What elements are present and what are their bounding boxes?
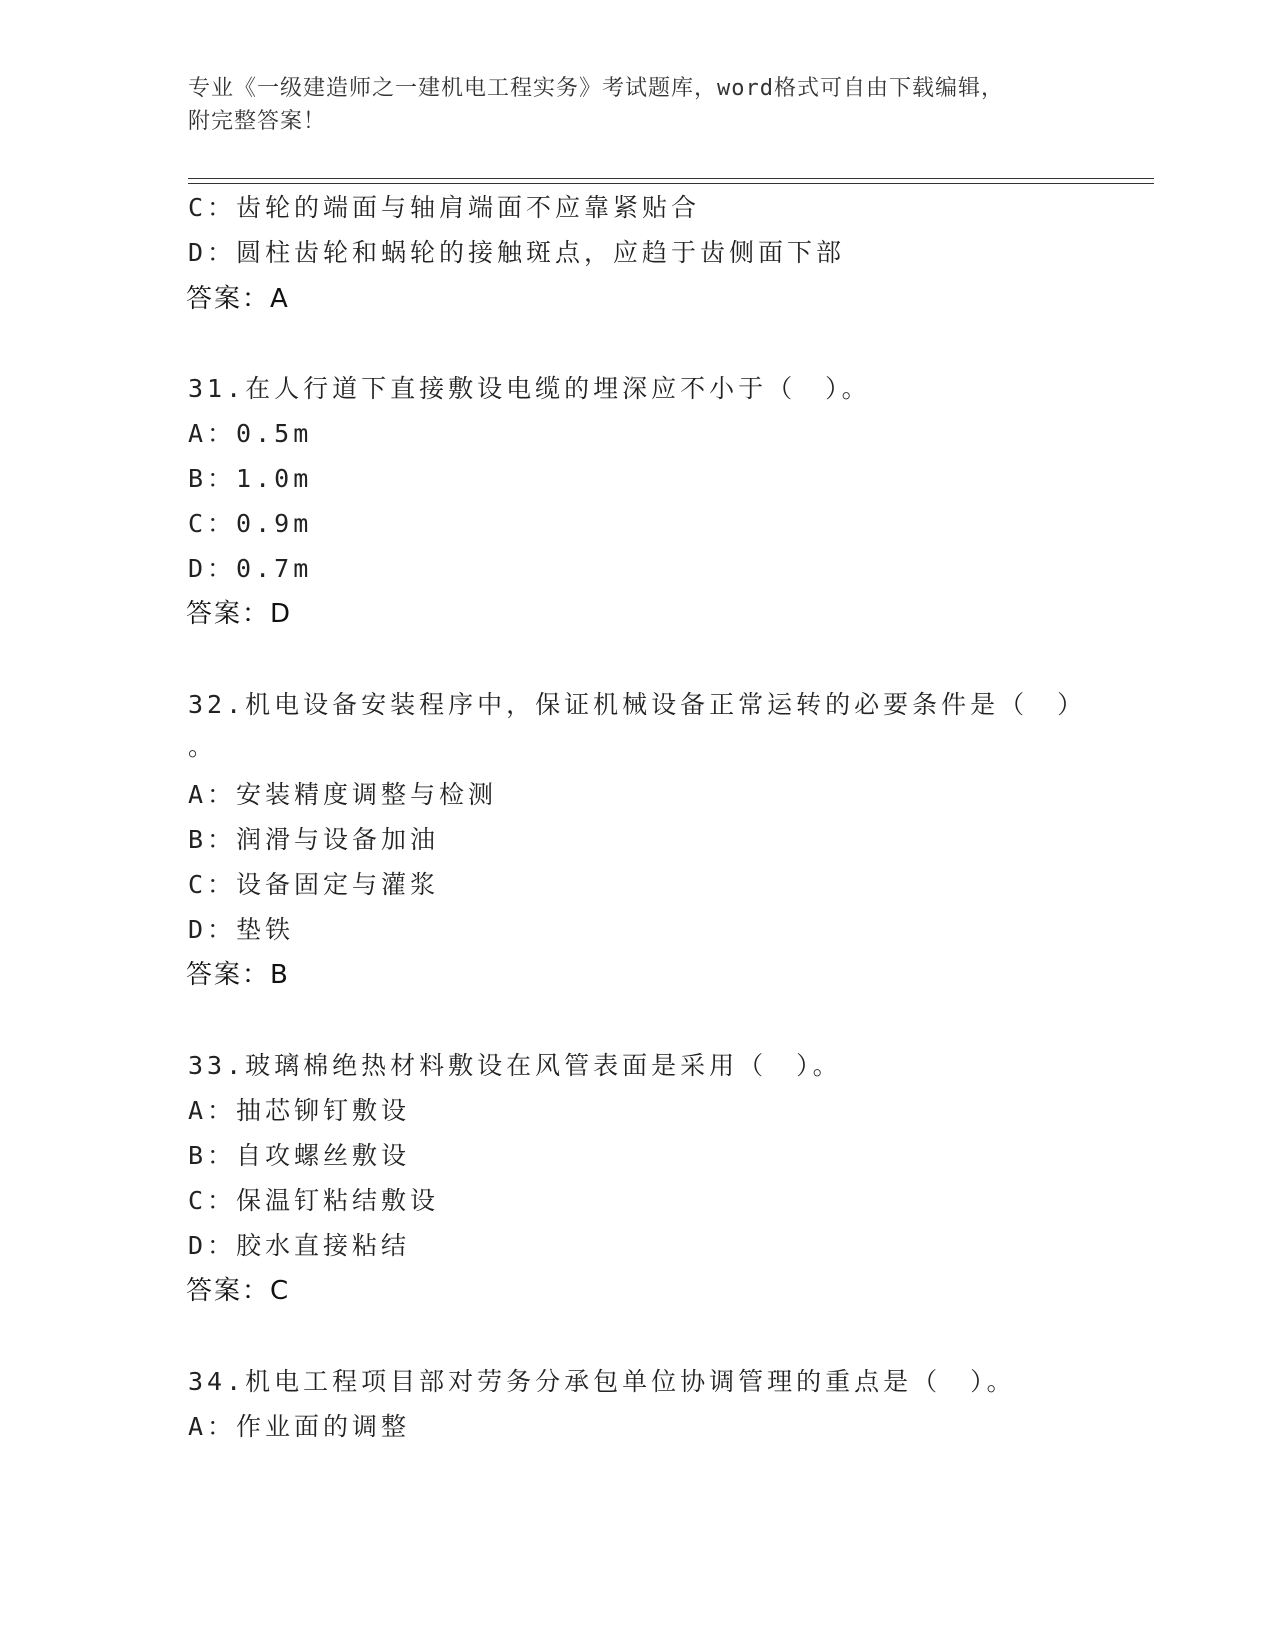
q32-question: 32.机电设备安装程序中，保证机械设备正常运转的必要条件是（ ）: [188, 690, 1087, 719]
q33-option-b: B：自攻螺丝敷设: [188, 1141, 411, 1170]
header-line-1: 专业《一级建造师之一建机电工程实务》考试题库，word格式可自由下载编辑，: [188, 76, 1004, 101]
q32-option-b: B：润滑与设备加油: [188, 825, 440, 854]
header-line-2: 附完整答案！: [188, 109, 327, 134]
q32-question-continued: 。: [188, 732, 218, 761]
q32-answer: 答案：B: [186, 960, 290, 990]
q33-question: 33.玻璃棉绝热材料敷设在风管表面是采用（ ）。: [188, 1051, 842, 1080]
q33-option-d: D：胶水直接粘结: [188, 1231, 411, 1260]
q31-option-b: B：1.0m: [188, 464, 313, 493]
q33-option-a: A：抽芯铆钉敷设: [188, 1096, 411, 1125]
q31-answer: 答案：D: [186, 599, 293, 629]
header-divider-top: [188, 178, 1154, 179]
q34-question: 34.机电工程项目部对劳务分承包单位协调管理的重点是（ ）。: [188, 1367, 1016, 1396]
q34-option-a: A：作业面的调整: [188, 1412, 411, 1441]
q31-option-c: C：0.9m: [188, 509, 313, 538]
header-divider-bottom: [188, 183, 1154, 184]
q31-option-d: D：0.7m: [188, 554, 313, 583]
prev-answer: 答案：A: [186, 284, 290, 314]
q31-question: 31.在人行道下直接敷设电缆的埋深应不小于（ ）。: [188, 374, 871, 403]
q32-option-d: D：垫铁: [188, 915, 295, 944]
q33-option-c: C：保温钉粘结敷设: [188, 1186, 440, 1215]
document-header: [188, 72, 1088, 138]
q32-option-a: A：安装精度调整与检测: [188, 780, 498, 809]
prev-option-d: D：圆柱齿轮和蜗轮的接触斑点，应趋于齿侧面下部: [188, 238, 846, 267]
prev-option-c: C：齿轮的端面与轴肩端面不应靠紧贴合: [188, 193, 701, 222]
q32-option-c: C：设备固定与灌浆: [188, 870, 440, 899]
q33-answer: 答案：C: [186, 1276, 291, 1306]
q31-option-a: A：0.5m: [188, 419, 313, 448]
